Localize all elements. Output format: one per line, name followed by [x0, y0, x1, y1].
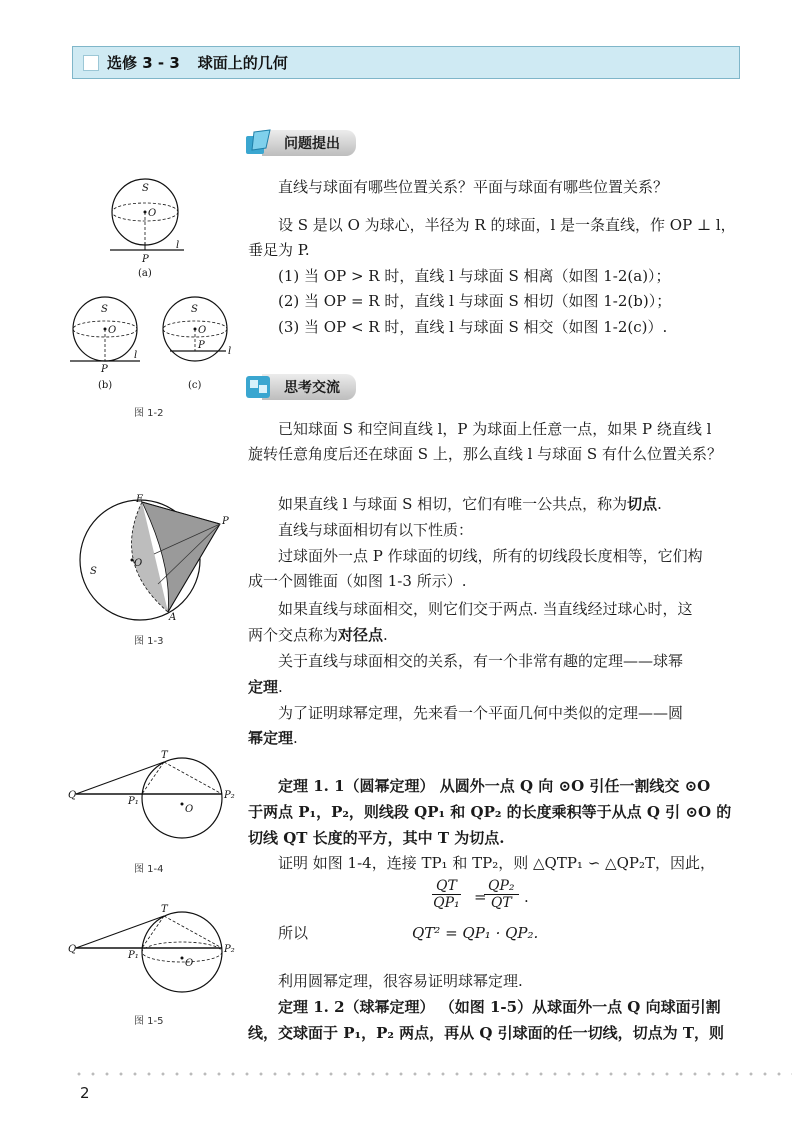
header-square-icon [83, 55, 99, 71]
sphere-power-diagram [68, 904, 252, 1006]
section-discussion [244, 372, 356, 402]
sphere-power-intro-line2 [248, 676, 283, 698]
theorem-1-1-line2: 于两点 P₁，P₂，则线段 QP₁ 和 QP₂ 的长度乘积等于从点 Q 引 ⊙O 的 [248, 803, 732, 821]
circle-power-intro-line2 [248, 727, 298, 749]
label-S: S [142, 183, 149, 194]
module-label: 选修 3 - 3 [107, 54, 180, 72]
caption-fig-1-4: 图 1-4 [134, 864, 164, 875]
list-item-1: (1) 当 OP > R 时，直线 l 与球面 S 相离（如图 1-2(a)）； [278, 267, 671, 285]
figure-1-3 [72, 494, 232, 628]
discussion-line2: 旋转任意角度后还在球面 S 上，那么直线 l 与球面 S 有什么位置关系？ [248, 445, 722, 463]
label-T: T [161, 750, 168, 761]
frac-right-numerator: QP₂ [484, 878, 519, 895]
sphere-power-intro-line1: 关于直线与球面相交的关系，有一个非常有趣的定理——球幂 [278, 652, 684, 670]
label-O: O [108, 325, 117, 336]
list-item-2: (2) 当 OP = R 时，直线 l 与球面 S 相切（如图 1-2(b)）； [278, 292, 672, 310]
footer-divider [72, 1072, 792, 1076]
chapter-header [72, 46, 740, 79]
theorem-1-1-line1: 定理 1. 1（圆幂定理） 从圆外一点 Q 向 ⊙O 引任一割线交 ⊙O [278, 777, 711, 795]
label-P: P [198, 340, 205, 351]
label-S: S [90, 566, 97, 577]
therefore-label: 所以 [278, 924, 309, 942]
label-P2: P₂ [224, 790, 235, 801]
label-P1: P₁ [128, 796, 139, 807]
label-P2: P₂ [224, 944, 235, 955]
discussion-line1: 已知球面 S 和空间直线 l，P 为球面上任意一点，如果 P 绕直线 l [278, 420, 712, 438]
discussion-icon [244, 372, 274, 402]
sphere-power-intro-end: . [278, 678, 283, 696]
label-P1: P₁ [128, 950, 139, 961]
intersect-line2-text: 两个交点称为 [248, 626, 339, 644]
tangent-property-line1: 过球面外一点 P 作球面的切线，所有的切线段长度相等，它们构 [278, 547, 703, 565]
term-circle-power: 幂定理 [248, 729, 294, 747]
sphere-line-tangent-diagram [70, 296, 150, 391]
caption-fig-1-5: 图 1-5 [134, 1016, 164, 1027]
term-antipodal: 对径点 [338, 626, 384, 644]
sphere-line-intersect-diagram [160, 296, 240, 391]
intersect-line1: 如果直线与球面相交，则它们交于两点. 当直线经过球心时，这 [278, 600, 693, 618]
circle-power-diagram [68, 750, 252, 852]
circle-power-intro-end: . [293, 729, 298, 747]
chapter-title: 球面上的几何 [197, 54, 288, 72]
caption-fig-1-2: 图 1-2 [134, 408, 164, 419]
frac-left-numerator: QT [432, 878, 461, 895]
frac-equals: = [474, 888, 487, 906]
figure-1-2a [100, 176, 200, 290]
label-O: O [185, 804, 194, 815]
page-number: 2 [80, 1084, 90, 1102]
sphere-line-separate-diagram [100, 176, 200, 286]
tangent-cone-diagram [72, 494, 232, 624]
para-question: 直线与球面有哪些位置关系？平面与球面有哪些位置关系？ [278, 178, 669, 196]
use-circle-power: 利用圆幂定理，很容易证明球幂定理. [278, 972, 523, 990]
figure-1-5 [68, 904, 252, 1010]
tangent-property-intro: 直线与球面相切有以下性质： [278, 521, 474, 539]
label-l: l [176, 240, 180, 251]
tangent-def-text: 如果直线 l 与球面 S 相切，它们有唯一公共点，称为 [278, 495, 628, 513]
label-O: O [134, 558, 143, 569]
section-discussion-label: 思考交流 [262, 374, 356, 400]
fraction-right [484, 878, 519, 911]
section-problem [244, 128, 356, 158]
figure-1-2b [70, 296, 150, 390]
label-P: P [142, 254, 149, 265]
tangent-property-line2: 成一个圆锥面（如图 1-3 所示）. [248, 572, 467, 590]
label-c: (c) [188, 380, 202, 391]
para-setup-line1: 设 S 是以 O 为球心，半径为 R 的球面，l 是一条直线，作 OP ⊥ l， [278, 216, 736, 234]
para-setup-line2: 垂足为 P. [248, 241, 310, 259]
power-equation: QT² = QP₁ · QP₂. [412, 924, 539, 942]
frac-period: . [524, 888, 529, 906]
label-O: O [185, 958, 194, 969]
label-A: A [169, 612, 177, 623]
term-sphere-power: 定理 [248, 678, 279, 696]
list-item-3: (3) 当 OP < R 时，直线 l 与球面 S 相交（如图 1-2(c)）. [278, 318, 668, 336]
label-P: P [222, 516, 229, 527]
caption-fig-1-3: 图 1-3 [134, 636, 164, 647]
label-O: O [148, 208, 157, 219]
label-P: P [101, 364, 108, 375]
intersect-line2-end: . [383, 626, 388, 644]
figure-1-4 [68, 750, 252, 856]
section-problem-label: 问题提出 [262, 130, 356, 156]
pencil-book-icon [244, 128, 274, 158]
label-l: l [228, 346, 232, 357]
proof-line1: 证明 如图 1-4，连接 TP₁ 和 TP₂，则 △QTP₁ ∽ △QP₂T，因此， [278, 854, 715, 872]
intersect-line2 [248, 624, 388, 646]
label-T: T [161, 904, 168, 915]
label-Q: Q [68, 790, 77, 801]
label-b: (b) [98, 380, 113, 391]
figure-1-2c [160, 296, 240, 390]
label-l: l [134, 350, 138, 361]
tangent-def-end: . [657, 495, 662, 513]
circle-power-intro-line1: 为了证明球幂定理，先来看一个平面几何中类似的定理——圆 [278, 704, 684, 722]
tangent-def [278, 493, 662, 515]
frac-right-denominator: QT [490, 895, 512, 911]
frac-left-denominator: QP₁ [433, 895, 460, 911]
term-tangent-point: 切点 [627, 495, 658, 513]
label-O: O [198, 325, 207, 336]
theorem-1-2-line2: 线，交球面于 P₁，P₂ 两点，再从 Q 引球面的任一切线，切点为 T，则 [248, 1024, 725, 1042]
label-S: S [101, 304, 108, 315]
fraction-left [432, 878, 461, 911]
label-E: E [136, 494, 144, 505]
theorem-1-1-line3: 切线 QT 长度的平方，其中 T 为切点. [248, 829, 505, 847]
label-Q: Q [68, 944, 77, 955]
label-S: S [191, 304, 198, 315]
label-a: (a) [138, 268, 152, 279]
theorem-1-2-line1: 定理 1. 2（球幂定理） （如图 1-5）从球面外一点 Q 向球面引割 [278, 998, 721, 1016]
